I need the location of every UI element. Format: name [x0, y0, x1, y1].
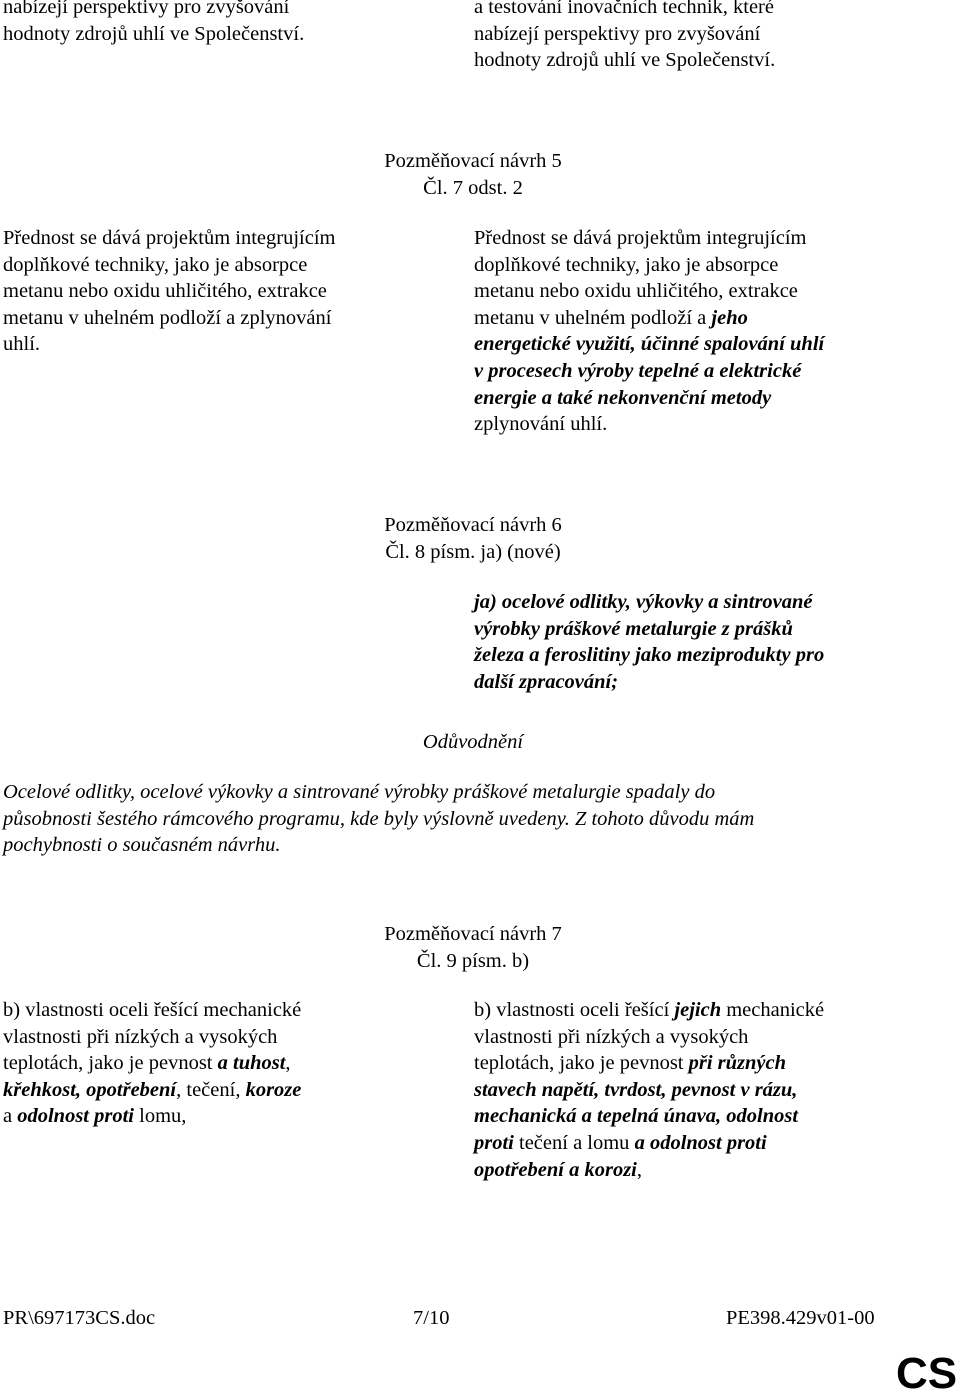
text-line: metanu nebo oxidu uhličitého, extrakce	[474, 280, 798, 303]
text-line: působnosti šestého rámcového programu, kde byly výslovně uvedeny. Z tohoto důvodu mám	[3, 807, 755, 830]
amendment-6-amended	[474, 589, 944, 695]
amendment-reference: Čl. 7 odst. 2	[423, 176, 523, 199]
text-line: vlastnosti při nízkých a vysokých	[3, 1025, 278, 1048]
text-line: pochybnosti o současném návrhu.	[3, 834, 281, 857]
amendment-7-header	[3, 921, 943, 974]
text-span-bold-italic: opotřebení a korozi	[474, 1158, 637, 1181]
text-span-bold-italic: proti	[474, 1131, 514, 1154]
text-line	[474, 1157, 944, 1184]
amendment-reference: Čl. 9 písm. b)	[416, 949, 530, 972]
text-span-bold-italic: a odolnost proti	[634, 1131, 767, 1154]
text-line: metanu v uhelném podloží a zplynování	[3, 306, 332, 329]
text-span: teplotách, jako je pevnost	[3, 1052, 218, 1075]
text-line: doplňkové techniky, jako je absorpce	[3, 253, 308, 276]
justification-text	[3, 779, 943, 859]
text-span: lomu,	[134, 1105, 187, 1128]
text-line: stavech napětí, tvrdost, pevnost v rázu,	[474, 1078, 798, 1101]
amendment-7-original	[3, 997, 443, 1130]
amendment-6-header	[3, 512, 943, 565]
footer-document-name: PR\697173CS.doc	[3, 1307, 156, 1329]
text-span: ,	[285, 1052, 291, 1075]
text-line: nabízejí perspektivy pro zvyšování	[474, 22, 761, 45]
text-line: hodnoty zdrojů uhlí ve Společenství.	[474, 49, 776, 72]
text-line	[3, 1077, 443, 1104]
text-span-bold-italic: odolnost proti	[17, 1105, 134, 1128]
text-line	[474, 997, 944, 1024]
text-span-bold-italic: křehkost, opotřebení	[3, 1078, 177, 1101]
text-span: a	[3, 1105, 18, 1128]
justification-heading: Odůvodnění	[422, 731, 524, 753]
text-span: b) vlastnosti oceli řešící	[474, 999, 675, 1021]
text-line: energetické využití, účinné spalování uhlí	[474, 333, 825, 356]
text-line: zplynování uhlí.	[474, 413, 608, 436]
text-span-bold-italic: jeho	[711, 306, 748, 329]
text-line: železa a feroslitiny jako meziprodukty pro	[474, 644, 825, 667]
text-line: hodnoty zdrojů uhlí ve Společenství.	[3, 22, 305, 45]
amendment-5-amended	[474, 225, 944, 438]
text-span-bold-italic: při různých	[688, 1052, 787, 1075]
amendment-5-header	[3, 148, 943, 201]
top-right-text	[474, 0, 944, 74]
text-span: tečení a lomu	[513, 1131, 635, 1154]
text-span: metanu v uhelném podloží a	[474, 306, 712, 329]
text-line: nabízejí perspektivy pro zvyšování	[3, 0, 290, 18]
amendment-title: Pozměňovací návrh 7	[384, 923, 562, 945]
text-span-bold-italic: jejich	[674, 999, 722, 1021]
amendment-7-amended	[474, 997, 944, 1183]
top-left-text	[3, 0, 443, 47]
text-line: výrobky práškové metalurgie z prášků	[474, 617, 793, 640]
language-code: CS	[896, 1349, 958, 1398]
text-line	[3, 1050, 443, 1077]
text-line	[474, 305, 944, 332]
text-span: mechanické	[721, 999, 825, 1021]
text-line: Přednost se dává projektům integrujícím	[474, 227, 807, 249]
text-line: Ocelové odlitky, ocelové výkovky a sintrované výrobky práškové metalurgie spadaly do	[3, 781, 716, 803]
text-line: v procesech výroby tepelné a elektrické	[474, 359, 802, 382]
footer-document-reference: PE398.429v01-00	[726, 1307, 875, 1329]
text-line: energie a také nekonvenční metody	[474, 386, 772, 409]
text-line: metanu nebo oxidu uhličitého, extrakce	[3, 280, 327, 303]
text-line: ja) ocelové odlitky, výkovky a sintrované	[474, 591, 813, 613]
text-line	[474, 1050, 944, 1077]
amendment-reference: Čl. 8 písm. ja) (nové)	[385, 540, 561, 563]
text-line	[3, 1103, 443, 1130]
text-line: uhlí.	[3, 333, 41, 356]
text-line: Přednost se dává projektům integrujícím	[3, 227, 336, 249]
text-line: b) vlastnosti oceli řešící mechanické	[3, 999, 302, 1021]
text-span: ,	[636, 1158, 642, 1181]
text-line: další zpracování;	[474, 670, 619, 693]
text-span-bold-italic: koroze	[245, 1078, 302, 1101]
text-span-bold-italic: a tuhost	[217, 1052, 286, 1075]
text-span: teplotách, jako je pevnost	[474, 1052, 689, 1075]
amendment-5-original	[3, 225, 443, 358]
text-line: doplňkové techniky, jako je absorpce	[474, 253, 779, 276]
text-line: a testování inovačních technik, které	[474, 0, 774, 18]
text-span: , tečení,	[176, 1078, 246, 1101]
amendment-title: Pozměňovací návrh 5	[384, 150, 562, 172]
amendment-title: Pozměňovací návrh 6	[384, 514, 562, 536]
justification-title	[3, 729, 943, 756]
text-line: vlastnosti při nízkých a vysokých	[474, 1025, 749, 1048]
footer-page-number: 7/10	[413, 1307, 450, 1329]
text-line	[474, 1130, 944, 1157]
text-line: mechanická a tepelná únava, odolnost	[474, 1105, 799, 1128]
